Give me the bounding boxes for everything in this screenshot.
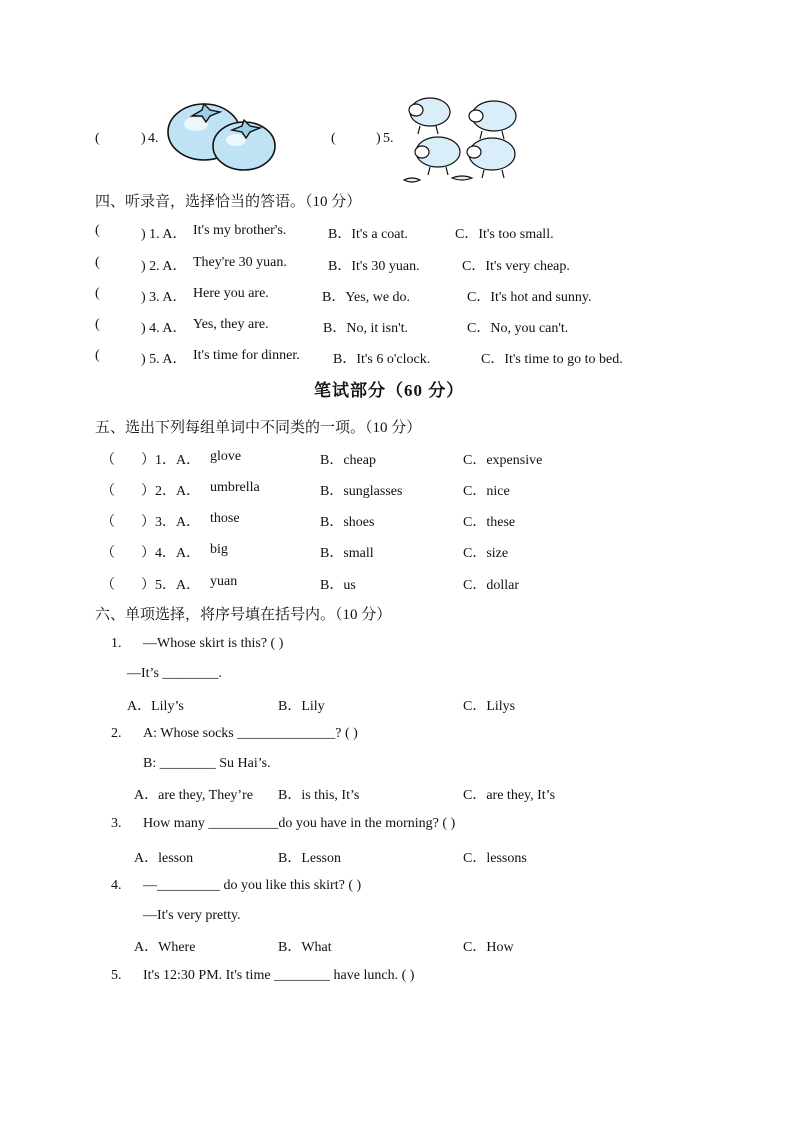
option-b: B．Lily bbox=[278, 699, 325, 714]
question-line-2: B: ________ Su Hai’s. bbox=[143, 756, 271, 771]
option-a: A．lesson bbox=[134, 851, 194, 866]
item-4-open-paren: ( bbox=[95, 131, 100, 146]
option-c: C．It's too small. bbox=[455, 227, 554, 242]
option-c: C．expensive bbox=[463, 453, 543, 468]
open-paren: （ bbox=[101, 515, 115, 530]
option-b: B．Yes, we do. bbox=[322, 290, 411, 305]
question-number: 4. bbox=[111, 878, 122, 893]
question-number: 3. bbox=[111, 816, 122, 831]
option-a: A．Where bbox=[134, 940, 196, 955]
question-number: 5. bbox=[111, 968, 122, 983]
option-b: B．sunglasses bbox=[320, 484, 403, 499]
option-c: C．It's very cheap. bbox=[462, 259, 570, 274]
section-4-title: 四、听录音，选择恰当的答语。（10 分） bbox=[95, 194, 362, 210]
open-paren: ( bbox=[95, 223, 100, 238]
option-c: C．No, you can't. bbox=[467, 321, 569, 336]
item-4-close-paren: ) bbox=[141, 131, 146, 146]
sheep-icon bbox=[402, 94, 520, 186]
option-a: glove bbox=[210, 449, 242, 464]
option-c: C．Lilys bbox=[463, 699, 516, 714]
option-b: B．What bbox=[278, 940, 332, 955]
item-number: ) 4. A． bbox=[141, 321, 187, 336]
option-b: B．No, it isn't. bbox=[323, 321, 408, 336]
option-a: A．are they, They’re bbox=[134, 788, 253, 803]
item-number: ）1．A． bbox=[141, 453, 201, 468]
open-paren: （ bbox=[101, 578, 115, 593]
section-5-title: 五、选出下列每组单词中不同类的一项。（10 分） bbox=[95, 420, 422, 436]
option-b: B．It's 6 o'clock. bbox=[333, 352, 431, 367]
option-b: B．Lesson bbox=[278, 851, 341, 866]
item-5-open-paren: ( bbox=[331, 131, 336, 146]
question-number: 1. bbox=[111, 636, 122, 651]
question-number: 2. bbox=[111, 726, 122, 741]
option-a: umbrella bbox=[210, 480, 260, 495]
option-c: C．nice bbox=[463, 484, 510, 499]
item-5-number: 5. bbox=[383, 131, 394, 146]
option-a: those bbox=[210, 511, 240, 526]
item-number: ）2．A． bbox=[141, 484, 201, 499]
option-c: C．How bbox=[463, 940, 514, 955]
option-a: Here you are. bbox=[193, 286, 269, 301]
option-c: C．size bbox=[463, 546, 509, 561]
question-text: —Whose skirt is this? ( ) bbox=[143, 636, 284, 651]
open-paren: （ bbox=[101, 484, 115, 499]
open-paren: （ bbox=[101, 453, 115, 468]
question-text: How many __________do you have in the morning? ( ) bbox=[143, 816, 456, 831]
question-line-2: —It's very pretty. bbox=[143, 908, 241, 923]
written-part-title: 笔试部分（60 分） bbox=[314, 381, 465, 400]
item-5-close-paren: ) bbox=[376, 131, 381, 146]
option-b: B．small bbox=[320, 546, 374, 561]
open-paren: ( bbox=[95, 255, 100, 270]
option-b: B．shoes bbox=[320, 515, 375, 530]
option-a: It's my brother's. bbox=[193, 223, 287, 238]
option-a: It's time for dinner. bbox=[193, 348, 300, 363]
item-number: ) 3. A． bbox=[141, 290, 187, 305]
question-line-2: —It’s ________. bbox=[127, 666, 222, 681]
option-b: B．It's a coat. bbox=[328, 227, 408, 242]
item-number: ）4．A． bbox=[141, 546, 201, 561]
option-b: B．is this, It’s bbox=[278, 788, 360, 803]
tomatoes-icon bbox=[166, 100, 278, 172]
option-c: C．dollar bbox=[463, 578, 519, 593]
option-c: C．these bbox=[463, 515, 516, 530]
option-a: Yes, they are. bbox=[193, 317, 269, 332]
option-c: C．lessons bbox=[463, 851, 527, 866]
open-paren: ( bbox=[95, 348, 100, 363]
option-c: C．are they, It’s bbox=[463, 788, 556, 803]
question-text: It's 12:30 PM. It's time ________ have lunch. ( ) bbox=[143, 968, 415, 983]
open-paren: ( bbox=[95, 317, 100, 332]
item-number: ) 2. A． bbox=[141, 259, 187, 274]
option-b: B．It's 30 yuan. bbox=[328, 259, 420, 274]
option-c: C．It's hot and sunny. bbox=[467, 290, 592, 305]
option-a: A．Lily’s bbox=[127, 699, 184, 714]
item-number: ) 1. A． bbox=[141, 227, 187, 242]
item-number: ）5．A． bbox=[141, 578, 201, 593]
item-number: ）3．A． bbox=[141, 515, 201, 530]
option-b: B．us bbox=[320, 578, 356, 593]
question-text: —_________ do you like this skirt? ( ) bbox=[143, 878, 362, 893]
option-a: They're 30 yuan. bbox=[193, 255, 287, 270]
option-c: C．It's time to go to bed. bbox=[481, 352, 623, 367]
question-text: A: Whose socks ______________? ( ) bbox=[143, 726, 358, 741]
option-a: big bbox=[210, 542, 228, 557]
open-paren: ( bbox=[95, 286, 100, 301]
section-6-title: 六、单项选择，将序号填在括号内。（10 分） bbox=[95, 607, 392, 623]
option-a: yuan bbox=[210, 574, 238, 589]
open-paren: （ bbox=[101, 546, 115, 561]
item-number: ) 5. A． bbox=[141, 352, 187, 367]
item-4-number: 4. bbox=[148, 131, 159, 146]
option-b: B．cheap bbox=[320, 453, 376, 468]
